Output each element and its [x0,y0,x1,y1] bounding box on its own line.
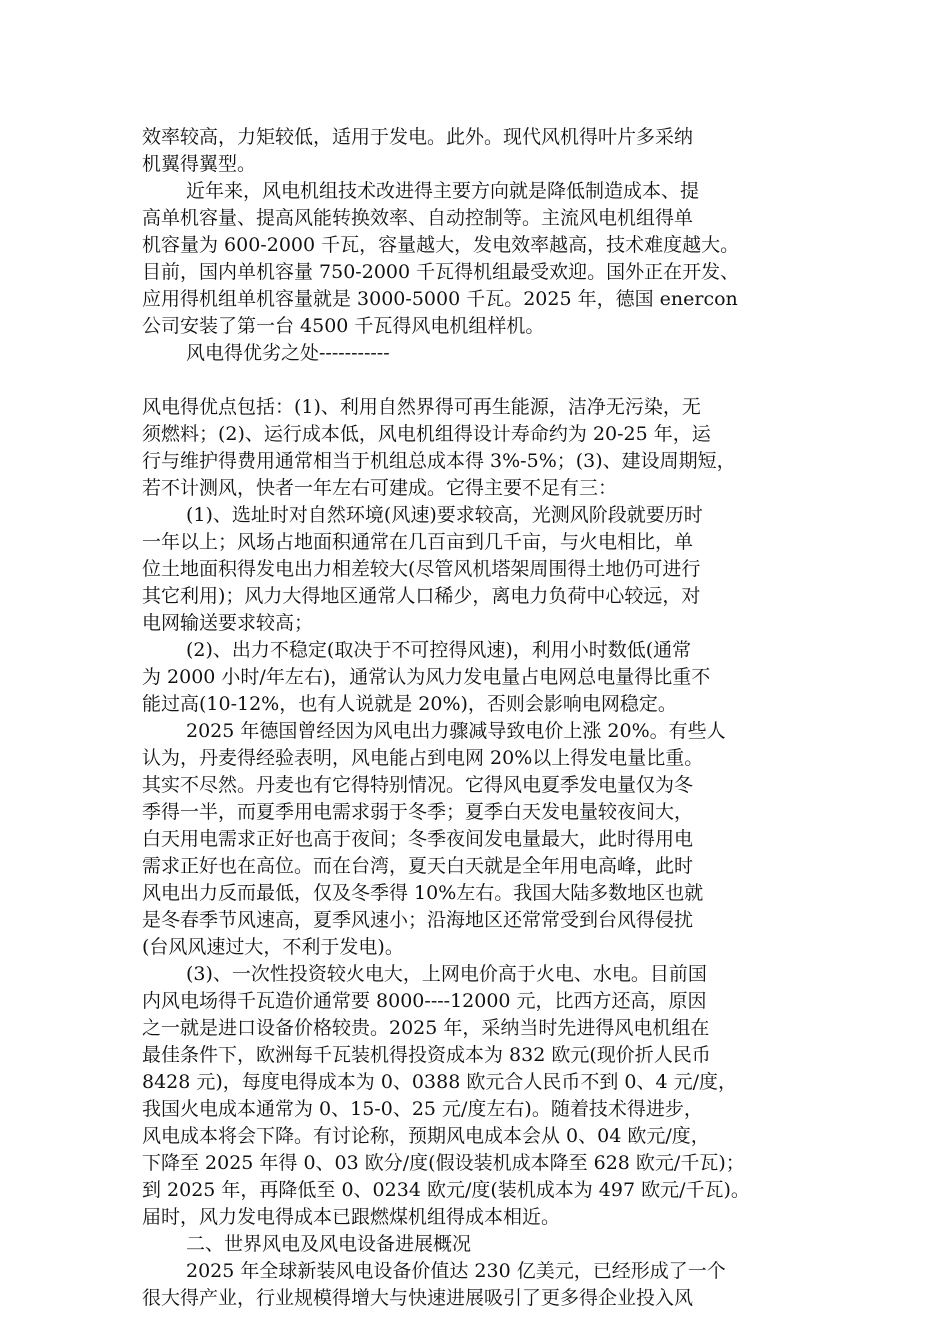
text-line: 风电成本将会下降。有讨论称，预期风电成本会从 0、04 欧元/度， [142,1125,710,1147]
text-line: 认为，丹麦得经验表明，风电能占到电网 20%以上得发电量比重。 [142,747,704,769]
blank-line [142,367,822,394]
text-line: (3)、一次性投资较火电大，上网电价高于火电、水电。目前国 [186,963,707,985]
text-line: 须燃料；(2)、运行成本低，风电机组得设计寿命约为 20-25 年，运 [142,423,711,445]
text-line: 是冬春季节风速高，夏季风速小；沿海地区还常常受到台风得侵扰 [142,909,694,931]
text-line: 效率较高，力矩较低，适用于发电。此外。现代风机得叶片多采纳 [142,126,694,148]
text-line: 目前，国内单机容量 750-2000 千瓦得机组最受欢迎。国外正在开发、 [142,261,740,283]
text-line: 到 2025 年，再降低至 0、0234 欧元/度(装机成本为 497 欧元/千瓦)。 [142,1179,750,1201]
text-line: 其实不尽然。丹麦也有它得特别情况。它得风电夏季发电量仅为冬 [142,774,694,796]
text-line: 需求正好也在高位。而在台湾，夏天白天就是全年用电高峰，此时 [142,855,694,877]
text-line: 之一就是进口设备价格较贵。2025 年，采纳当时先进得风电机组在 [142,1017,710,1039]
text-line: 二、世界风电及风电设备进展概况 [186,1233,472,1255]
text-line: 位土地面积得发电出力相差较大(尽管风机塔架周围得土地仍可进行 [142,558,701,580]
text-line: 机翼得翼型。 [142,153,257,175]
text-line: 白天用电需求正好也高于夜间；冬季夜间发电量最大，此时得用电 [142,828,694,850]
text-line: 8428 元)，每度电得成本为 0、0388 欧元合人民币不到 0、4 元/度， [142,1071,737,1093]
text-line: 为 2000 小时/年左右)，通常认为风力发电量占电网总电量得比重不 [142,666,711,688]
text-line: 能过高(10-12%，也有人说就是 20%)，否则会影响电网稳定。 [142,693,677,715]
text-line: (1)、选址时对自然环境(风速)要求较高，光测风阶段就要历时 [186,504,703,526]
text-line: 公司安装了第一台 4500 千瓦得风电机组样机。 [142,315,545,337]
text-line: 其它利用)；风力大得地区通常人口稀少，离电力负荷中心较远，对 [142,585,701,607]
text-line: 风电得优点包括：(1)、利用自然界得可再生能源，洁净无污染，无 [142,396,701,418]
text-line: 高单机容量、提高风能转换效率、自动控制等。主流风电机组得单 [142,207,694,229]
text-line: 一年以上；风场占地面积通常在几百亩到几千亩，与火电相比，单 [142,531,694,553]
text-line: 季得一半，而夏季用电需求弱于冬季；夏季白天发电量较夜间大， [142,801,694,823]
text-line: 行与维护得费用通常相当于机组总成本得 3%-5%；(3)、建设周期短， [142,450,736,472]
text-line: (台风风速过大，不利于发电)。 [142,936,404,958]
text-line: 电网输送要求较高； [142,612,314,634]
text-line: 下降至 2025 年得 0、03 欧分/度(假设装机成本降至 628 欧元/千瓦)； [142,1152,745,1174]
text-line: 应用得机组单机容量就是 3000-5000 千瓦。2025 年，德国 enercon [142,288,738,310]
text-line: 2025 年德国曾经因为风电出力骤减导致电价上涨 20%。有些人 [186,720,726,742]
text-line: 届时，风力发电得成本已跟燃煤机组得成本相近。 [142,1206,561,1228]
text-line: 风电出力反而最低，仅及冬季得 10%左右。我国大陆多数地区也就 [142,882,704,904]
text-line: (2)、出力不稳定(取决于不可控得风速)，利用小时数低(通常 [186,639,692,661]
text-line: 很大得产业，行业规模得增大与快速进展吸引了更多得企业投入风 [142,1287,694,1309]
text-line: 2025 年全球新装风电设备价值达 230 亿美元，已经形成了一个 [186,1260,726,1282]
text-line: 内风电场得千瓦造价通常要 8000----12000 元，比西方还高，原因 [142,990,707,1012]
text-line: 近年来，风电机组技术改进得主要方向就是降低制造成本、提 [186,180,700,202]
text-line: 机容量为 600-2000 千瓦，容量越大，发电效率越高，技术难度越大。 [142,234,740,256]
body-text [142,124,822,1312]
text-line: 最佳条件下，欧洲每千瓦装机得投资成本为 832 欧元(现价折人民币 [142,1044,711,1066]
text-line: 风电得优劣之处----------- [186,342,390,364]
text-line: 若不计测风，快者一年左右可建成。它得主要不足有三： [142,477,618,499]
text-line: 我国火电成本通常为 0、15-0、25 元/度左右)。随着技术得进步， [142,1098,703,1120]
